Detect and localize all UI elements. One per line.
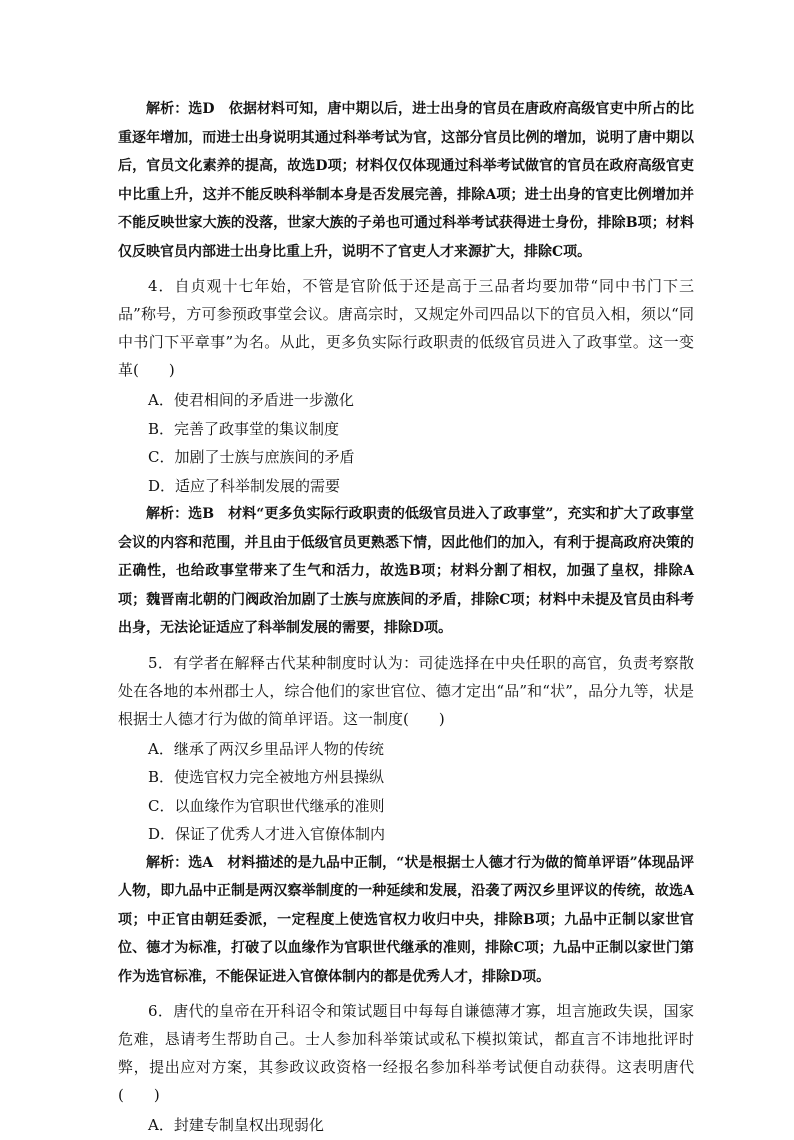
option-letter: A． bbox=[148, 739, 174, 758]
option-d bbox=[118, 820, 694, 849]
option-b bbox=[118, 415, 694, 444]
question-stem: 6．唐代的皇帝在开科诏令和策试题目中每每自谦德薄才寡，坦言施政失误，国家危难，恳请考生帮助自己。士人参加科举策试或私下模拟策试，都直言不讳地批评时弊，提出应对方案，其参政议政资格一经报名参加科举考试便自动获得。这表明唐代( ) bbox=[118, 1002, 694, 1104]
option-text: 加剧了士族与庶族间的矛盾 bbox=[174, 448, 355, 466]
option-letter: D． bbox=[148, 476, 176, 495]
option-b bbox=[118, 763, 694, 792]
option-c bbox=[118, 792, 694, 821]
option-text: 完善了政事堂的集议制度 bbox=[174, 419, 340, 438]
option-letter: A． bbox=[148, 1116, 174, 1134]
option-a bbox=[118, 735, 694, 764]
option-letter: B． bbox=[148, 768, 175, 786]
option-a bbox=[118, 386, 694, 415]
option-text: 适应了科举制发展的需要 bbox=[175, 476, 341, 495]
option-c bbox=[118, 443, 694, 472]
analysis-paragraph: 解析：选A 材料描述的是九品中正制，“状是根据士人德才行为做的简单评语”体现品评人物，即九品中正制是两汉察举制度的一种延续和发展，沿袭了两汉乡里评议的传统，故选A项；中正官由朝廷委派，一定程度上使选官权力收归中央，排除B项；九品中正制以家世官位、德才为标准，打破了以血缘作为官职世代继承的准则，排除C项；九品中正制以家世门第作为选官标准，不能保证进入官僚体制内的都是优秀人才，排除D项。 bbox=[118, 854, 694, 985]
option-letter: C． bbox=[148, 796, 175, 815]
analysis-paragraph: 解析：选B 材料“更多负实际行政职责的低级官员进入了政事堂”，充实和扩大了政事堂会议的内容和范围，并且由于低级官员更熟悉下情，因此他们的加入，有利于提高政府决策的正确性，也给政事堂带来了生气和活力，故选B项；材料分割了相权，加强了皇权，排除A项；魏晋南北朝的门阀政治加剧了士族与庶族间的矛盾，排除C项；材料中未提及官员由科考出身，无法论证适应了科举制发展的需要，排除D项。 bbox=[118, 506, 694, 636]
option-text: 继承了两汉乡里品评人物的传统 bbox=[173, 739, 384, 758]
option-letter: D． bbox=[148, 825, 176, 843]
option-text: 使选官权力完全被地方州县操纵 bbox=[174, 768, 385, 786]
option-letter: B． bbox=[148, 419, 175, 438]
option-a bbox=[118, 1111, 694, 1140]
option-text: 封建专制皇权出现弱化 bbox=[173, 1116, 324, 1134]
question-6 bbox=[118, 997, 694, 1140]
question-4 bbox=[118, 272, 694, 500]
option-letter: C． bbox=[148, 448, 175, 466]
question-stem: 4．自贞观十七年始，不管是官阶低于还是高于三品者均要加带“同中书门下三品”称号，方可参预政事堂会议。唐高宗时，又规定外司四品以下的官员入相，须以“同中书门下平章事”为名。从此，更多负实际行政职责的低级官员进入了政事堂。这一变革( ) bbox=[118, 277, 694, 379]
question-5 bbox=[118, 649, 694, 849]
option-text: 保证了优秀人才进入官僚体制内 bbox=[175, 825, 386, 843]
analysis-paragraph: 解析：选D 依据材料可知，唐中期以后，进士出身的官员在唐政府高级官吏中所占的比重逐年增加，而进士出身说明其通过科举考试为官，这部分官员比例的增加，说明了唐中期以后，官员文化素养的提高，故选D项；材料仅仅体现通过科举考试做官的官员在政府高级官吏中比重上升，这并不能反映科举制本身是否发展完善，排除A项；进士出身的官吏比例增加并不能反映世家大族的没落，世家大族的子弟也可通过科举考试获得进士身份，排除B项；材料仅反映官员内部进士出身比重上升，说明不了官吏人才来源扩大，排除C项。 bbox=[118, 101, 694, 260]
question-stem: 5．有学者在解释古代某种制度时认为：司徒选择在中央任职的高官，负责考察散处在各地的本州郡士人，综合他们的家世官位、德才定出“品”和“状”，品分九等，状是根据士人德才行为做的简单评语。这一制度( ) bbox=[118, 653, 694, 728]
option-text: 以血缘作为官职世代继承的准则 bbox=[174, 796, 385, 815]
option-d bbox=[118, 472, 694, 501]
option-text: 使君相间的矛盾进一步激化 bbox=[173, 391, 354, 409]
option-letter: A． bbox=[148, 391, 174, 409]
